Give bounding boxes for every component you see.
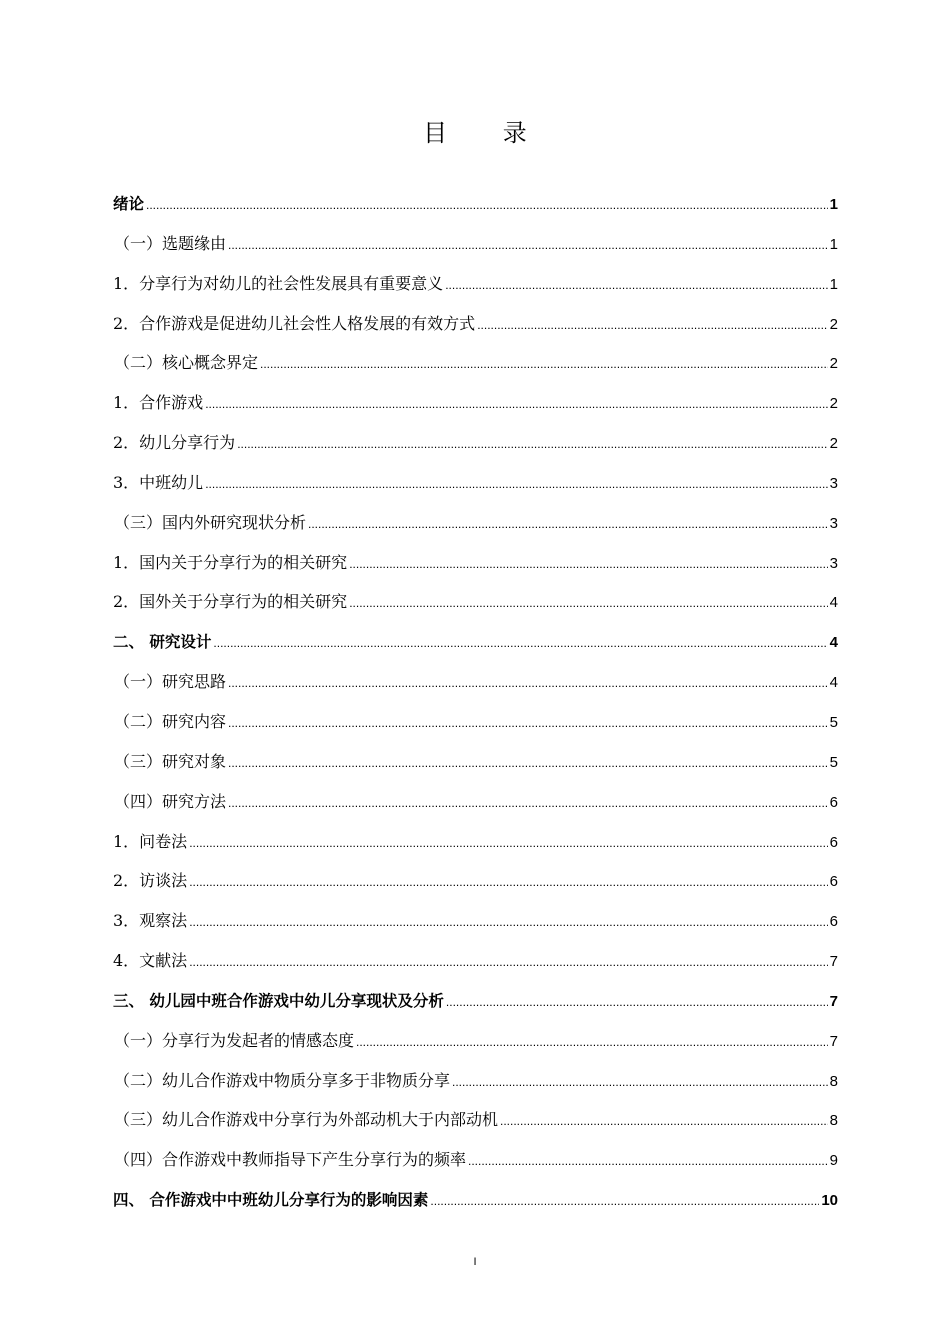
toc-entry[interactable]: [113, 1182, 838, 1222]
toc-entry[interactable]: [113, 943, 838, 983]
toc-dot-leader: [349, 585, 827, 621]
toc-entry-page-number: 3: [829, 554, 838, 572]
toc-entry[interactable]: [113, 425, 838, 465]
toc-entry-page-number: 3: [829, 474, 838, 492]
toc-entry-page-number: 3: [829, 514, 838, 532]
toc-entry-label: （一）选题缘由: [114, 233, 227, 253]
toc-entry-page-number: 5: [829, 713, 838, 731]
toc-entry[interactable]: [113, 545, 838, 585]
toc-entry-page-number: 2: [829, 315, 838, 333]
toc-entry-page-number: 1: [829, 196, 838, 213]
toc-entry[interactable]: [113, 664, 838, 704]
table-of-contents: [113, 186, 838, 1222]
toc-dot-leader: [213, 625, 827, 661]
toc-entry[interactable]: [113, 1142, 838, 1182]
toc-entry-page-number: 4: [829, 594, 838, 612]
toc-entry-label: （三）研究对象: [114, 751, 227, 771]
toc-entry-label: 2．国外关于分享行为的相关研究: [113, 592, 348, 612]
toc-dot-leader: [356, 1024, 828, 1060]
toc-entry-page-number: 7: [829, 1032, 838, 1050]
toc-entry-label: 3．观察法: [113, 911, 188, 931]
toc-entry[interactable]: [113, 744, 838, 784]
toc-entry-label: 3．中班幼儿: [113, 472, 204, 492]
toc-entry-page-number: 8: [829, 1112, 838, 1130]
toc-entry-label: 4．文献法: [113, 951, 188, 971]
toc-entry-label: （三）幼儿合作游戏中分享行为外部动机大于内部动机: [114, 1110, 499, 1130]
toc-dot-leader: [430, 1183, 819, 1219]
toc-dot-leader: [500, 1103, 828, 1139]
toc-entry[interactable]: [113, 704, 838, 744]
toc-entry-label: （一）分享行为发起者的情感态度: [114, 1030, 355, 1050]
toc-dot-leader: [189, 825, 827, 861]
toc-entry-label: 绪论: [113, 195, 145, 213]
toc-entry-page-number: 10: [821, 1192, 838, 1210]
toc-entry-label: 三、 幼儿园中班合作游戏中幼儿分享现状及分析: [113, 991, 444, 1010]
toc-entry-label: 1．合作游戏: [113, 393, 204, 413]
toc-entry[interactable]: [113, 306, 838, 346]
toc-dot-leader: [228, 785, 828, 821]
toc-dot-leader: [445, 267, 827, 303]
toc-dot-leader: [228, 705, 828, 741]
toc-dot-leader: [189, 944, 827, 980]
toc-entry-page-number: 6: [829, 873, 838, 891]
toc-entry-page-number: 2: [829, 435, 838, 453]
toc-entry[interactable]: [113, 903, 838, 943]
toc-entry-page-number: 5: [829, 753, 838, 771]
toc-dot-leader: [477, 307, 827, 343]
page-title: 目 录: [423, 119, 551, 147]
toc-dot-leader: [228, 227, 828, 263]
toc-entry-page-number: 7: [829, 953, 838, 971]
toc-entry-label: 1．分享行为对幼儿的社会性发展具有重要意义: [113, 273, 444, 293]
toc-entry-label: （四）合作游戏中教师指导下产生分享行为的频率: [114, 1150, 467, 1170]
toc-dot-leader: [228, 745, 828, 781]
toc-dot-leader: [237, 426, 827, 462]
toc-entry-page-number: 6: [829, 913, 838, 931]
page-number-footer: I: [473, 1256, 477, 1268]
toc-entry[interactable]: [113, 784, 838, 824]
toc-entry-label: 2．幼儿分享行为: [113, 433, 236, 453]
toc-dot-leader: [189, 864, 827, 900]
toc-dot-leader: [468, 1143, 828, 1179]
toc-entry-page-number: 2: [829, 355, 838, 373]
toc-dot-leader: [146, 187, 828, 223]
toc-entry-page-number: 7: [829, 992, 838, 1010]
toc-entry[interactable]: [113, 226, 838, 266]
toc-entry[interactable]: [113, 983, 838, 1023]
toc-entry-label: （三）国内外研究现状分析: [114, 512, 307, 532]
toc-dot-leader: [228, 665, 828, 701]
toc-entry-page-number: 8: [829, 1072, 838, 1090]
toc-entry[interactable]: [113, 584, 838, 624]
toc-entry[interactable]: [113, 465, 838, 505]
toc-entry[interactable]: [113, 505, 838, 545]
toc-entry[interactable]: [113, 863, 838, 903]
toc-entry[interactable]: [113, 1023, 838, 1063]
toc-entry-page-number: 6: [829, 833, 838, 851]
toc-entry-label: 2．访谈法: [113, 871, 188, 891]
toc-entry-label: （二）幼儿合作游戏中物质分享多于非物质分享: [114, 1070, 451, 1090]
toc-entry[interactable]: [113, 624, 838, 664]
toc-entry-page-number: 4: [829, 674, 838, 692]
toc-dot-leader: [308, 506, 828, 542]
toc-entry-label: 1．问卷法: [113, 831, 188, 851]
toc-entry-page-number: 4: [829, 634, 838, 652]
toc-entry-page-number: 9: [829, 1152, 838, 1170]
toc-entry-label: 1．国内关于分享行为的相关研究: [113, 552, 348, 572]
toc-dot-leader: [205, 466, 827, 502]
toc-entry-label: 二、 研究设计: [113, 633, 212, 652]
toc-dot-leader: [260, 346, 828, 382]
toc-entry-label: 2．合作游戏是促进幼儿社会性人格发展的有效方式: [113, 313, 476, 333]
toc-entry[interactable]: [113, 186, 838, 226]
toc-entry-page-number: 6: [829, 793, 838, 811]
toc-entry-label: （四）研究方法: [114, 791, 227, 811]
toc-entry[interactable]: [113, 824, 838, 864]
toc-dot-leader: [349, 546, 827, 582]
toc-entry-label: 四、 合作游戏中中班幼儿分享行为的影响因素: [113, 1191, 429, 1210]
toc-dot-leader: [452, 1064, 828, 1100]
toc-entry-label: （二）研究内容: [114, 711, 227, 731]
toc-entry[interactable]: [113, 266, 838, 306]
toc-dot-leader: [446, 984, 828, 1020]
toc-entry[interactable]: [113, 1102, 838, 1142]
toc-entry[interactable]: [113, 1063, 838, 1103]
toc-entry-page-number: 2: [829, 395, 838, 413]
toc-entry-page-number: 1: [829, 235, 838, 253]
toc-entry-page-number: 1: [829, 275, 838, 293]
toc-dot-leader: [205, 386, 827, 422]
toc-entry-label: （二）核心概念界定: [114, 353, 259, 373]
toc-entry-label: （一）研究思路: [114, 672, 227, 692]
toc-dot-leader: [189, 904, 827, 940]
toc-entry[interactable]: [113, 385, 838, 425]
toc-entry[interactable]: [113, 345, 838, 385]
